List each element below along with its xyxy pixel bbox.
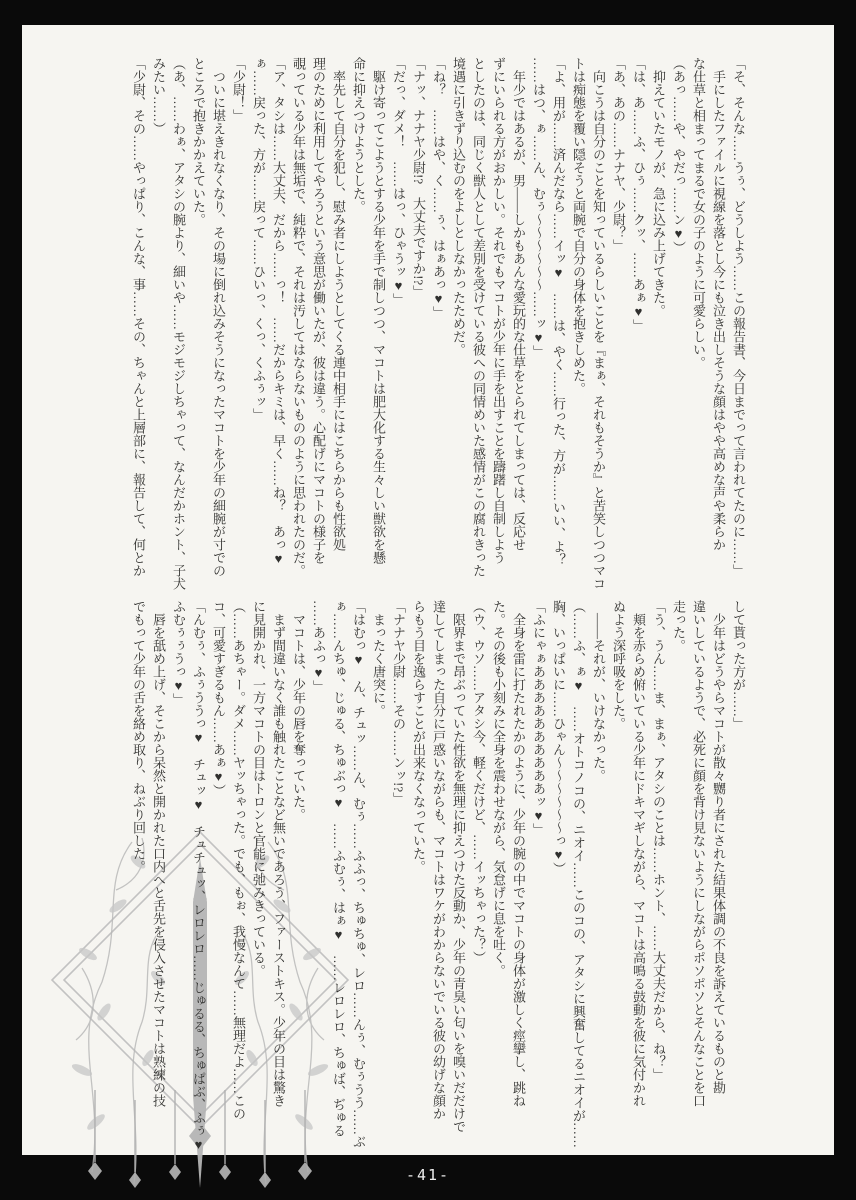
text-column: 「ナナヤ少尉……その……ンッ!?」	[391, 600, 406, 806]
text-column: ところで抱きかかえていた。	[191, 57, 206, 226]
text-column: ――それが、いけなかった。	[591, 600, 606, 782]
page-number: -41-	[405, 1166, 451, 1184]
text-column: 「ふにゃぁああああああああああッ♥」	[531, 600, 546, 836]
text-column: 走った。	[671, 600, 686, 652]
text-column: 抑えていたモノが、急に込み上げてきた。	[651, 57, 666, 317]
text-column: して貰った方が……」	[731, 600, 746, 730]
text-column: 限界まで昂ぶっていた性欲を無理に抑えつけた反動か、少年の青臭い匂いを嗅いだだけで	[451, 600, 466, 1133]
text-column: 理のために利用してやろうという意思が働いたが、彼は違う。心配げにマコトの様子を	[311, 57, 326, 564]
text-column: 命に抑えつけようとした。	[351, 57, 366, 213]
text-column: 胸、いっぱいに……ひゃん〜〜〜〜〜〜っ♥）	[551, 600, 566, 875]
text-column: 向こうは自分のことを知っているらしいことを『まぁ、それもそうか』と苦笑しつつマコ	[591, 57, 606, 590]
text-column: 違いしているようで、必死に顔を背け見ないようにしながらポソポソとそんなことを口	[691, 600, 706, 1107]
text-column: ふむぅぅうっ♥」	[171, 600, 186, 706]
text-column: みたい……）	[151, 57, 166, 135]
text-column: 年少ではあるが、男――しかもあんな愛玩的な仕草をとられてしまっては、反応せ	[511, 57, 526, 551]
text-column: 「あ、あの……ナナヤ、少尉？」	[611, 57, 626, 252]
text-column: 覗っている少年は無垢で、純粋で、それは汚してはならないもののように思われたのだ。	[291, 57, 306, 577]
text-column: （あっ……や、やだっ……ン♥）	[671, 57, 686, 254]
text-column: 全身を雷に打たれたかのように、少年の腕の中でマコトの身体が激しく痙攣し、跳ね	[511, 600, 526, 1107]
text-column: 「んむぅ、ふぅううっ♥ チュッ♥ チュチュッ、レロレロ……じゅるる、ちゅぱぶ、ふぅ♥	[191, 600, 206, 1152]
text-column: 「ナッ、ナナヤ少尉!? 大丈夫ですか!?」	[411, 57, 426, 299]
text-column: に見開かれ、一方マコトの目はトロンと官能に弛みきっている。	[251, 600, 266, 977]
text-block-top	[120, 57, 748, 594]
text-block-bottom	[120, 600, 748, 1152]
text-column: ……あふっ♥」	[311, 600, 326, 693]
text-column: トは痴態を覆い隠そうと両腕で自分の身体を抱きしめた。	[571, 57, 586, 395]
text-column: （……ふ、ぁ♥ ……オトコノコの、ニオイ……このコの、アタシに興奮してるニオイが……	[571, 600, 586, 1148]
text-column: （ウ、ウソ……アタシ今、軽くだけど、……イッちゃった？）	[471, 600, 486, 964]
text-column: 「ね？ ……はや、く……ぅ、はぁあっ♥」	[431, 57, 446, 319]
text-column: でもって少年の舌を絡め取り、ねぶり回した。	[131, 600, 146, 873]
text-column: ぁ……戻った、方が……戻って……ひいっ、くっ、くふぅッ」	[251, 57, 266, 421]
text-column: 「そ、そんな……うぅ、どうしよう……この報告書、今日までって言われてたのに……」	[731, 57, 746, 577]
text-column: 「う、うん……ま、まぁ、アタシのことは……ホント、……大丈夫だから、ね？」	[651, 600, 666, 1081]
text-column: 手にしたファイルに視線を落とし今にも泣き出しそうな顔はやや高めな声や柔らか	[711, 57, 726, 551]
text-column: （……あちゃー。ダメ……ヤッちゃった。でも、もぉ、我慢なんて……無理だよ……この	[231, 600, 246, 1120]
text-column: な仕草と相まってまるで女の子のように可愛らしい。	[691, 57, 706, 369]
text-column: らもう目を逸らすことが出来なくなっていた。	[411, 600, 426, 873]
text-column: マコトは、少年の唇を奪っていた。	[291, 600, 306, 821]
text-column: 唇を舐め上げ、そこから呆然と開かれた口内へと舌先を侵入させたマコトは熟練の技	[151, 600, 166, 1107]
text-column: 「だっ、ダメ！ ……はっ、ひゃうッ♥」	[391, 57, 406, 306]
text-column: ずにいられる方がおかしい。それでもマコトが少年に手を出すことを躊躇し自制しよう	[491, 57, 506, 564]
paper-page	[22, 25, 834, 1155]
text-column: 少年はどうやらマコトが散々嬲り者にされた結果体調の不良を訴えているものと勘	[711, 600, 726, 1094]
text-column: 境遇に引きずり込むのをよしとしなかったためだ。	[451, 57, 466, 356]
text-column: ついに堪えきれなくなり、その場に倒れ込みそうになったマコトを少年の細腕が寸での	[211, 57, 226, 577]
text-column: た。その後も小刻みに全身を震わせながら、気怠げに息を吐く。	[491, 600, 506, 977]
text-column: 「はむっ♥ ん、チュッ……ん、むぅ……ふふっ、ちゅちゅ、レロ……んぅ、むぅうう……ぶ	[351, 600, 366, 1148]
text-column: 「よ、用が……済んだなら……イッ♥ ……は、やく……行った、方が……いい、よ？	[551, 57, 566, 566]
text-column: ……はつ、ぁ……ん、むぅ〜〜〜〜〜〜……ッ♥」	[531, 57, 546, 358]
text-column: 頬を赤らめ俯いている少年にドキマギしながら、マコトは高鳴る鼓動を彼に気付かれ	[631, 600, 646, 1107]
text-column: まず間違いなく誰も触れたことなど無いであろう、ファーストキス。少年の目は驚き	[271, 600, 286, 1107]
text-column: ぁ……んちゅ、じゅる、ちゅぶっ♥ ……ふむぅ、はぁ♥ ……レロレロ、ちゅば、ぢゅる	[331, 600, 346, 1137]
text-column: 駆け寄ってこようとする少年を手で制しつつ、マコトは肥大化する生々しい獣欲を懸	[371, 57, 386, 564]
text-column: ぬよう深呼吸をした。	[611, 600, 626, 730]
text-column: まったく唐突に。	[371, 600, 386, 717]
text-column: 「少尉、その……やっぱり、こんな、事……その、ちゃんと上層部に、報告して、何とか	[131, 57, 146, 577]
text-column: 達してしまった自分に戸惑いながらも、マコトはワケがわからないでいる彼の幼げな顔か	[431, 600, 446, 1120]
text-column: 「少尉！」	[231, 57, 246, 122]
text-column: としたのは、同じく獣人として差別を受けている彼への同情めいた感情がこの腐れきった	[471, 57, 486, 577]
text-column: 「ア、タシは……大丈夫、だから……っ！ ……だからキミは、早く……ね？ あっ♥	[271, 57, 286, 566]
text-column: （あ、……わぁ、アタシの腕より、細いや……モジモジしちゃって、なんだかホント、子犬	[171, 57, 186, 590]
text-column: 率先して自分を犯し、慰み者にしようとしてくる連中相手にはこちらからも性欲処	[331, 57, 346, 551]
text-column: 「は、あ……ふ、ひぅ……クッ、……あぁ♥」	[631, 57, 646, 332]
text-column: コ、可愛すぎるもん……あぁ♥）	[211, 600, 226, 797]
